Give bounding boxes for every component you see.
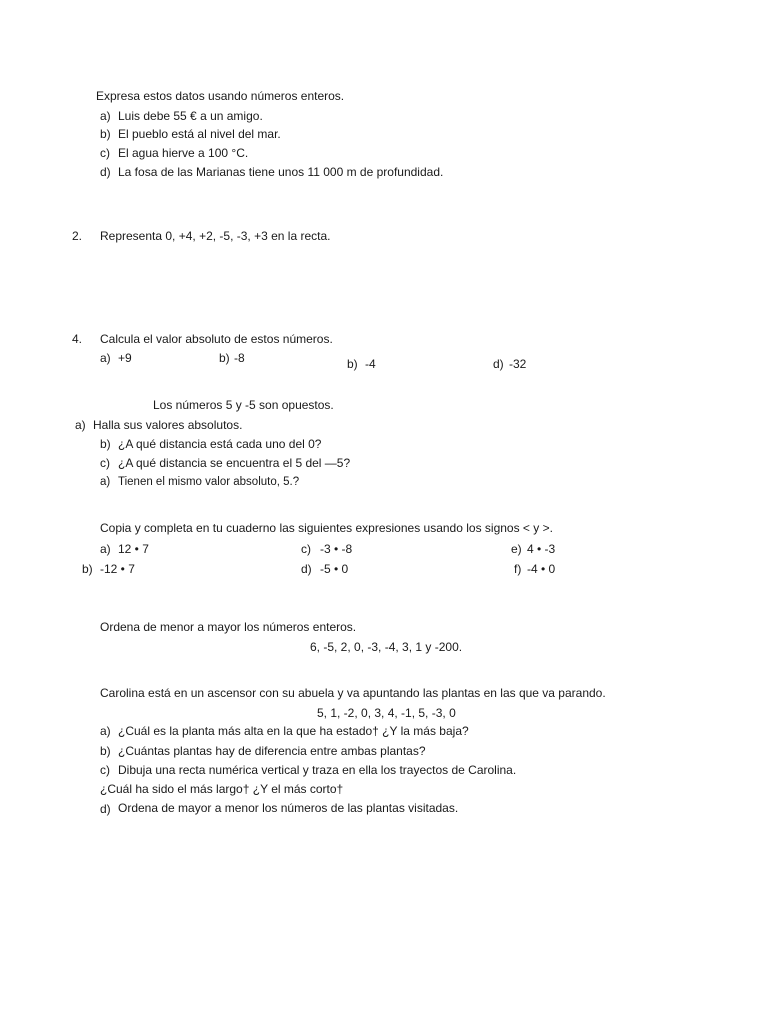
exercise-1-item-text: Luis debe 55 € a un amigo. <box>118 109 263 123</box>
exercise-5-item-label: c) <box>100 456 110 470</box>
exercise-8-intro: Carolina está en un ascensor con su abuela y va apuntando las plantas en las que va parando. <box>100 686 606 700</box>
exercise-6-item-label: c) <box>301 542 311 556</box>
exercise-4-item-label: b) <box>219 351 230 365</box>
exercise-1-item-label: d) <box>100 165 111 179</box>
exercise-1-item-text: El pueblo está al nivel del mar. <box>118 127 281 141</box>
exercise-5-intro: Los números 5 y -5 son opuestos. <box>153 398 334 412</box>
exercise-4-item-text: -4 <box>365 357 376 371</box>
exercise-5-item-text: ¿A qué distancia está cada uno del 0? <box>118 437 322 451</box>
exercise-1-item-label: c) <box>100 146 110 160</box>
exercise-8-item-text: Dibuja una recta numérica vertical y traza en ella los trayectos de Carolina. <box>118 763 517 777</box>
exercise-6-intro: Copia y completa en tu cuaderno las siguientes expresiones usando los signos < y >. <box>100 521 553 535</box>
exercise-4-number: 4. <box>72 332 83 346</box>
exercise-4-item-label: a) <box>100 351 111 365</box>
exercise-4-item-label: d) <box>493 357 504 371</box>
exercise-5-item-label: a) <box>100 476 111 488</box>
exercise-8-numbers: 5, 1, -2, 0, 3, 4, -1, 5, -3, 0 <box>317 706 456 720</box>
exercise-6-item-label: f) <box>514 562 522 576</box>
exercise-8-continuation: ¿Cuál ha sido el más largo† ¿Y el más corto† <box>100 782 344 796</box>
exercise-6-item-text: -5 • 0 <box>320 562 349 576</box>
exercise-7-numbers: 6, -5, 2, 0, -3, -4, 3, 1 y -200. <box>310 640 463 654</box>
exercise-6-item-text: -4 • 0 <box>527 562 556 576</box>
exercise-1-item-text: La fosa de las Marianas tiene unos 11 000 m de profundidad. <box>118 165 444 179</box>
exercise-8-item-text: ¿Cuál es la planta más alta en la que ha estado† ¿Y la más baja? <box>118 724 469 738</box>
exercise-6-item-text: 4 • -3 <box>527 542 556 556</box>
exercise-4-item-text: -32 <box>509 357 527 371</box>
exercise-6-item-label: a) <box>100 542 111 556</box>
exercise-5-item-text: ¿A qué distancia se encuentra el 5 del —5? <box>118 456 351 470</box>
exercise-8-item-text: Ordena de mayor a menor los números de las plantas visitadas. <box>118 801 459 815</box>
exercise-5-item-label: b) <box>100 437 111 451</box>
exercise-1-intro: Expresa estos datos usando números enteros. <box>96 89 345 103</box>
exercise-1-item-label: b) <box>100 127 111 141</box>
exercise-5-item-text: Tienen el mismo valor absoluto, 5.? <box>118 476 300 488</box>
exercise-6-item-text: -12 • 7 <box>100 562 135 576</box>
exercise-8-item-label: c) <box>100 763 110 777</box>
exercise-6-item-label: b) <box>82 562 93 576</box>
exercise-8-item-label: a) <box>100 724 111 738</box>
exercise-4-text: Calcula el valor absoluto de estos números. <box>100 332 333 346</box>
exercise-6-item-text: 12 • 7 <box>118 542 149 556</box>
exercise-8-item-label: b) <box>100 744 111 758</box>
exercise-5-item-label: a) <box>75 418 86 432</box>
exercise-6-item-text: -3 • -8 <box>320 542 353 556</box>
exercise-8-item-text: ¿Cuántas plantas hay de diferencia entre ambas plantas? <box>118 744 426 758</box>
exercise-4-item-text: -8 <box>234 351 245 365</box>
exercise-1-item-text: El agua hierve a 100 °C. <box>118 146 249 160</box>
exercise-4-item-label: b) <box>347 357 358 371</box>
exercise-2-text: Representa 0, +4, +2, -5, -3, +3 en la recta. <box>100 229 331 243</box>
exercise-6-item-label: e) <box>511 542 522 556</box>
exercise-5-item-text: Halla sus valores absolutos. <box>93 418 243 432</box>
exercise-1-item-label: a) <box>100 109 111 123</box>
exercise-6-item-label: d) <box>301 562 312 576</box>
exercise-4-item-text: +9 <box>118 351 132 365</box>
exercise-2-number: 2. <box>72 229 83 243</box>
exercise-7-intro: Ordena de menor a mayor los números enteros. <box>100 620 357 634</box>
exercise-8-item-label: d) <box>100 802 111 816</box>
